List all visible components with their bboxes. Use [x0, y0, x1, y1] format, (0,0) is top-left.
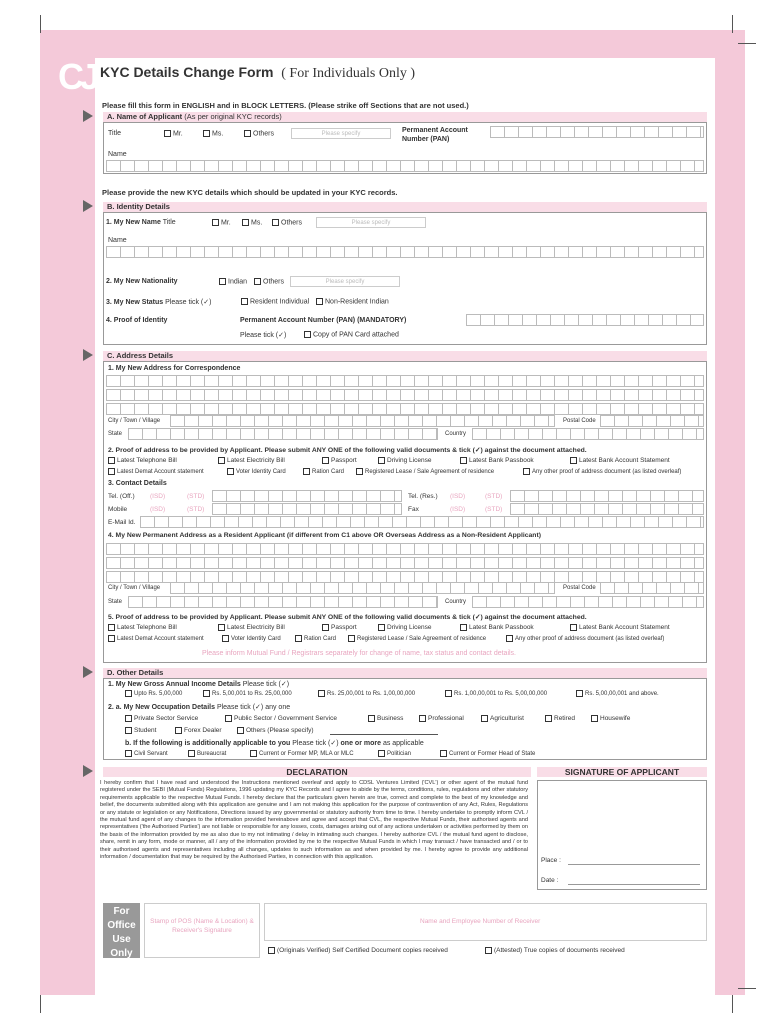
add-head-of-state[interactable]: Current or Former Head of State: [440, 750, 535, 757]
occ-student[interactable]: Student: [125, 727, 156, 734]
proof-address-label: 2. Proof of address to be provided by Applicant. Please submit ANY ONE of the following valid documents & tick (✓) against the document attached.: [108, 447, 587, 454]
inform-note: Please inform Mutual Fund / Registrars separately for change of name, tax status and contact details.: [202, 650, 516, 657]
checkbox-nationality-others[interactable]: Others: [254, 278, 284, 285]
doc-ration[interactable]: Ration Card: [295, 635, 336, 642]
income-upto-5l[interactable]: Upto Rs. 5,00,000: [125, 690, 182, 697]
section-a-heading: A. Name of Applicant (As per original KYC records): [103, 112, 707, 122]
city-input[interactable]: [170, 415, 555, 427]
email-input[interactable]: [140, 516, 704, 528]
tel-res-input[interactable]: [510, 490, 704, 502]
income-row: 1. My New Gross Annual Income Details Please tick (✓): [108, 681, 290, 688]
new-name-input[interactable]: [106, 246, 704, 258]
fax-input[interactable]: [510, 503, 704, 515]
state-input[interactable]: [128, 428, 438, 440]
add-politician[interactable]: Politician: [378, 750, 411, 757]
crop-mark: [738, 988, 756, 989]
doc-demat[interactable]: Latest Demat Account statement: [108, 468, 204, 475]
title-label: Title: [108, 130, 121, 137]
name-label: Name: [108, 151, 127, 158]
std-hint: (STD): [187, 506, 205, 513]
doc-passport[interactable]: Passport: [322, 457, 357, 464]
date-line[interactable]: [568, 884, 700, 885]
doc-driving[interactable]: Driving License: [378, 624, 431, 631]
others-specify-line[interactable]: [330, 734, 438, 735]
postal-label: Postal Code: [563, 418, 596, 424]
receiver-hint: Name and Employee Number of Receiver: [420, 918, 541, 925]
tick-note: Please tick (✓): [240, 332, 287, 339]
crop-mark: [738, 43, 756, 44]
doc-voter[interactable]: Voter Identity Card: [222, 635, 281, 642]
arrow-icon: [83, 666, 93, 678]
pan-mandatory-input[interactable]: [466, 314, 704, 326]
additional-row: b. If the following is additionally applicable to you Please tick (✓) one or more as applicable: [125, 740, 424, 747]
perm-address-line-2[interactable]: [106, 557, 704, 569]
checkbox-resident[interactable]: Resident Individual: [241, 298, 309, 305]
isd-hint: (ISD): [150, 493, 166, 500]
pan-mandatory-label: Permanent Account Number (PAN) (MANDATORY): [240, 317, 407, 324]
pan-label: Permanent Account Number (PAN): [402, 127, 468, 143]
email-label: E-Mail Id.: [108, 519, 136, 526]
checkbox-mr[interactable]: Mr.: [164, 130, 183, 137]
doc-electricity[interactable]: Latest Electricity Bill: [218, 624, 285, 631]
place-label: Place :: [541, 857, 561, 864]
crop-mark: [40, 995, 41, 1013]
date-label: Date :: [541, 877, 559, 884]
occ-others[interactable]: Others (Please specify): [237, 727, 314, 734]
tel-res-label: Tel. (Res.): [408, 493, 438, 500]
provide-text: Please provide the new KYC details which should be updated in your KYC records.: [102, 188, 398, 197]
occ-agriculturist[interactable]: Agriculturist: [481, 715, 524, 722]
nationality-specify[interactable]: Please specify: [290, 276, 400, 287]
page-title: KYC Details Change Form ( For Individuals Only ): [100, 64, 416, 81]
city-label: City / Town / Village: [108, 418, 161, 424]
perm-country-input[interactable]: [472, 596, 704, 608]
checkbox-mr-new[interactable]: Mr.: [212, 219, 231, 226]
income-25l-1cr[interactable]: Rs. 25,00,001 to Rs. 1,00,00,000: [318, 690, 415, 697]
country-label: Country: [445, 431, 467, 437]
add-mp-mla[interactable]: Current or Former MP, MLA or MLC: [250, 750, 354, 757]
section-c-heading: C. Address Details: [103, 351, 707, 361]
office-use-label: For Office Use Only: [103, 903, 140, 958]
city-label: City / Town / Village: [108, 585, 161, 591]
logo: CJ: [58, 56, 97, 97]
declaration-text: I hereby confirm that I have read and understood the Instructions mentioned overleaf and apply to CDSL Ventures Limited ('CVL') or other agent of the mutual fund registered under the SEBI (Mutual Funds) Regulations, 1996 updating my KYC Records and I agree to abide by the terms, conditions, rules, regulations and other statutory requirements applicable to the respective Mutual Funds. I hereby declare that the particulars given herein are true, correct and complete to the best of my knowledge and belief, the documents submitted along with this application are genuine and I am not making this application for the purpose of contravention of any Act, Rules, Regulations or any statute or legislation or any Notifications, Directions issued by any governmental or statutory authority from time to time. I hereby undertake to promptly inform CVL / the mutual fund agent of any changes to the information provided hereinabove and agree and accept that CVL, the respective Mutual Funds, their authorised agents and representatives ('the Authorised Parties') are not liable or responsible for any losses, costs, damages arising out of any actions undertaken or activities performed by them on the basis of the information provided by me as also due to my not intimating / delay in intimating such changes. I hereby authorize CVL / the mutual fund agent to disclose, share, remit in any form, mode or manner, all / any of the information provided by me to the respective Mutual Funds in which I may transact / have transacted and / or to their authorised agents and representatives including all changes, updates to such information as and when provided by me. I hereby agree to provide any additional information / documentation that may be required by the Authorised Parties, in connection with this application.: [100, 780, 528, 861]
stamp-hint: Stamp of POS (Name & Location) & Receiver's Signature: [150, 918, 254, 934]
doc-lease[interactable]: Registered Lease / Sale Agreement of residence: [348, 635, 486, 642]
doc-other[interactable]: Any other proof of address document (as listed overleaf): [506, 635, 664, 642]
isd-hint: (ISD): [450, 493, 466, 500]
declaration-heading: DECLARATION: [103, 767, 531, 777]
signature-heading: SIGNATURE OF APPLICANT: [537, 767, 707, 777]
doc-statement[interactable]: Latest Bank Account Statement: [570, 624, 670, 631]
occ-business[interactable]: Business: [368, 715, 403, 722]
occ-private[interactable]: Private Sector Service: [125, 715, 198, 722]
proof-perm-address-label: 5. Proof of address to be provided by Applicant. Please submit ANY ONE of the following valid documents & tick (✓) against the document attached.: [108, 614, 587, 621]
name-input[interactable]: [106, 160, 704, 172]
doc-passbook[interactable]: Latest Bank Passbook: [460, 457, 534, 464]
perm-address-line-1[interactable]: [106, 543, 704, 555]
checkbox-nonresident[interactable]: Non-Resident Indian: [316, 298, 389, 305]
checkbox-others-new[interactable]: Others: [272, 219, 302, 226]
name-label-new: Name: [108, 237, 127, 244]
postal-input[interactable]: [600, 415, 704, 427]
income-1cr-5cr[interactable]: Rs. 1,00,00,001 to Rs. 5,00,00,000: [445, 690, 547, 697]
isd-hint: (ISD): [450, 506, 466, 513]
place-line[interactable]: [568, 864, 700, 865]
mobile-label: Mobile: [108, 506, 128, 513]
income-above-5cr[interactable]: Rs. 5,00,00,001 and above.: [576, 690, 659, 697]
checkbox-ms-new[interactable]: Ms.: [242, 219, 262, 226]
mobile-input[interactable]: [212, 503, 402, 515]
proof-identity-label: 4. Proof of Identity: [106, 317, 168, 324]
status-row: 3. My New Status Please tick (✓): [106, 299, 212, 306]
occupation-row: 2. a. My New Occupation Details Please tick (✓) any one: [108, 704, 291, 711]
pan-input[interactable]: [490, 126, 704, 138]
doc-ration[interactable]: Ration Card: [303, 468, 344, 475]
perm-postal-input[interactable]: [600, 582, 704, 594]
std-hint: (STD): [187, 493, 205, 500]
doc-voter[interactable]: Voter Identity Card: [227, 468, 286, 475]
crop-mark: [40, 15, 41, 33]
nationality-label: 2. My New Nationality: [106, 278, 178, 285]
arrow-icon: [83, 349, 93, 361]
doc-lease[interactable]: Registered Lease / Sale Agreement of residence: [356, 468, 494, 475]
perm-state-input[interactable]: [128, 596, 438, 608]
add-bureaucrat[interactable]: Bureaucrat: [188, 750, 226, 757]
doc-electricity[interactable]: Latest Electricity Bill: [218, 457, 285, 464]
doc-telephone[interactable]: Latest Telephone Bill: [108, 457, 177, 464]
section-d-heading: D. Other Details: [103, 668, 707, 678]
doc-passport[interactable]: Passport: [322, 624, 357, 631]
address-line-1[interactable]: [106, 375, 704, 387]
occ-public[interactable]: Public Sector / Government Service: [225, 715, 337, 722]
doc-other[interactable]: Any other proof of address document (as listed overleaf): [523, 468, 681, 475]
checkbox-ms[interactable]: Ms.: [203, 130, 223, 137]
occ-retired[interactable]: Retired: [545, 715, 575, 722]
specify-field-new[interactable]: Please specify: [316, 217, 426, 228]
checkbox-copy-pan[interactable]: Copy of PAN Card attached: [304, 331, 399, 338]
fax-label: Fax: [408, 506, 419, 513]
contact-label: 3. Contact Details: [108, 480, 167, 487]
postal-label: Postal Code: [563, 585, 596, 591]
std-hint: (STD): [485, 493, 503, 500]
income-5l-25l[interactable]: Rs. 5,00,001 to Rs. 25,00,000: [203, 690, 292, 697]
state-label: State: [108, 599, 123, 605]
perm-city-input[interactable]: [170, 582, 555, 594]
address-line-2[interactable]: [106, 389, 704, 401]
checkbox-originals-verified[interactable]: (Originals Verified) Self Certified Document copies received: [268, 947, 448, 954]
doc-passbook[interactable]: Latest Bank Passbook: [460, 624, 534, 631]
crop-mark: [732, 995, 733, 1013]
doc-driving[interactable]: Driving License: [378, 457, 431, 464]
isd-hint: (ISD): [150, 506, 166, 513]
doc-statement[interactable]: Latest Bank Account Statement: [570, 457, 670, 464]
checkbox-indian[interactable]: Indian: [219, 278, 247, 285]
country-label: Country: [445, 599, 467, 605]
signature-box[interactable]: [537, 780, 707, 890]
state-label: State: [108, 431, 123, 437]
correspondence-label: 1. My New Address for Correspondence: [108, 365, 241, 372]
tel-off-label: Tel. (Off.): [108, 493, 135, 500]
instructions: Please fill this form in ENGLISH and in BLOCK LETTERS. (Please strike off Sections that are not used.): [102, 101, 469, 110]
crop-mark: [732, 15, 733, 33]
occ-professional[interactable]: Professional: [419, 715, 464, 722]
occ-housewife[interactable]: Housewife: [591, 715, 630, 722]
section-b-heading: B. Identity Details: [103, 202, 707, 212]
tel-off-input[interactable]: [212, 490, 402, 502]
checkbox-attested-copies[interactable]: (Attested) True copies of documents received: [485, 947, 625, 954]
doc-demat[interactable]: Latest Demat Account statement: [108, 635, 204, 642]
arrow-icon: [83, 765, 93, 777]
doc-telephone[interactable]: Latest Telephone Bill: [108, 624, 177, 631]
new-name-row: 1. My New Name Title: [106, 219, 176, 226]
country-input[interactable]: [472, 428, 704, 440]
std-hint: (STD): [485, 506, 503, 513]
arrow-icon: [83, 110, 93, 122]
add-civil-servant[interactable]: Civil Servant: [125, 750, 168, 757]
arrow-icon: [83, 200, 93, 212]
permanent-address-label: 4. My New Permanent Address as a Resident Applicant (if different from C1 above OR Overseas Address as a Non-Resident Applicant): [108, 532, 541, 539]
occ-forex[interactable]: Forex Dealer: [175, 727, 222, 734]
checkbox-others[interactable]: Others: [244, 130, 274, 137]
specify-field[interactable]: Please specify: [291, 128, 391, 139]
address-line-3[interactable]: [106, 403, 704, 415]
